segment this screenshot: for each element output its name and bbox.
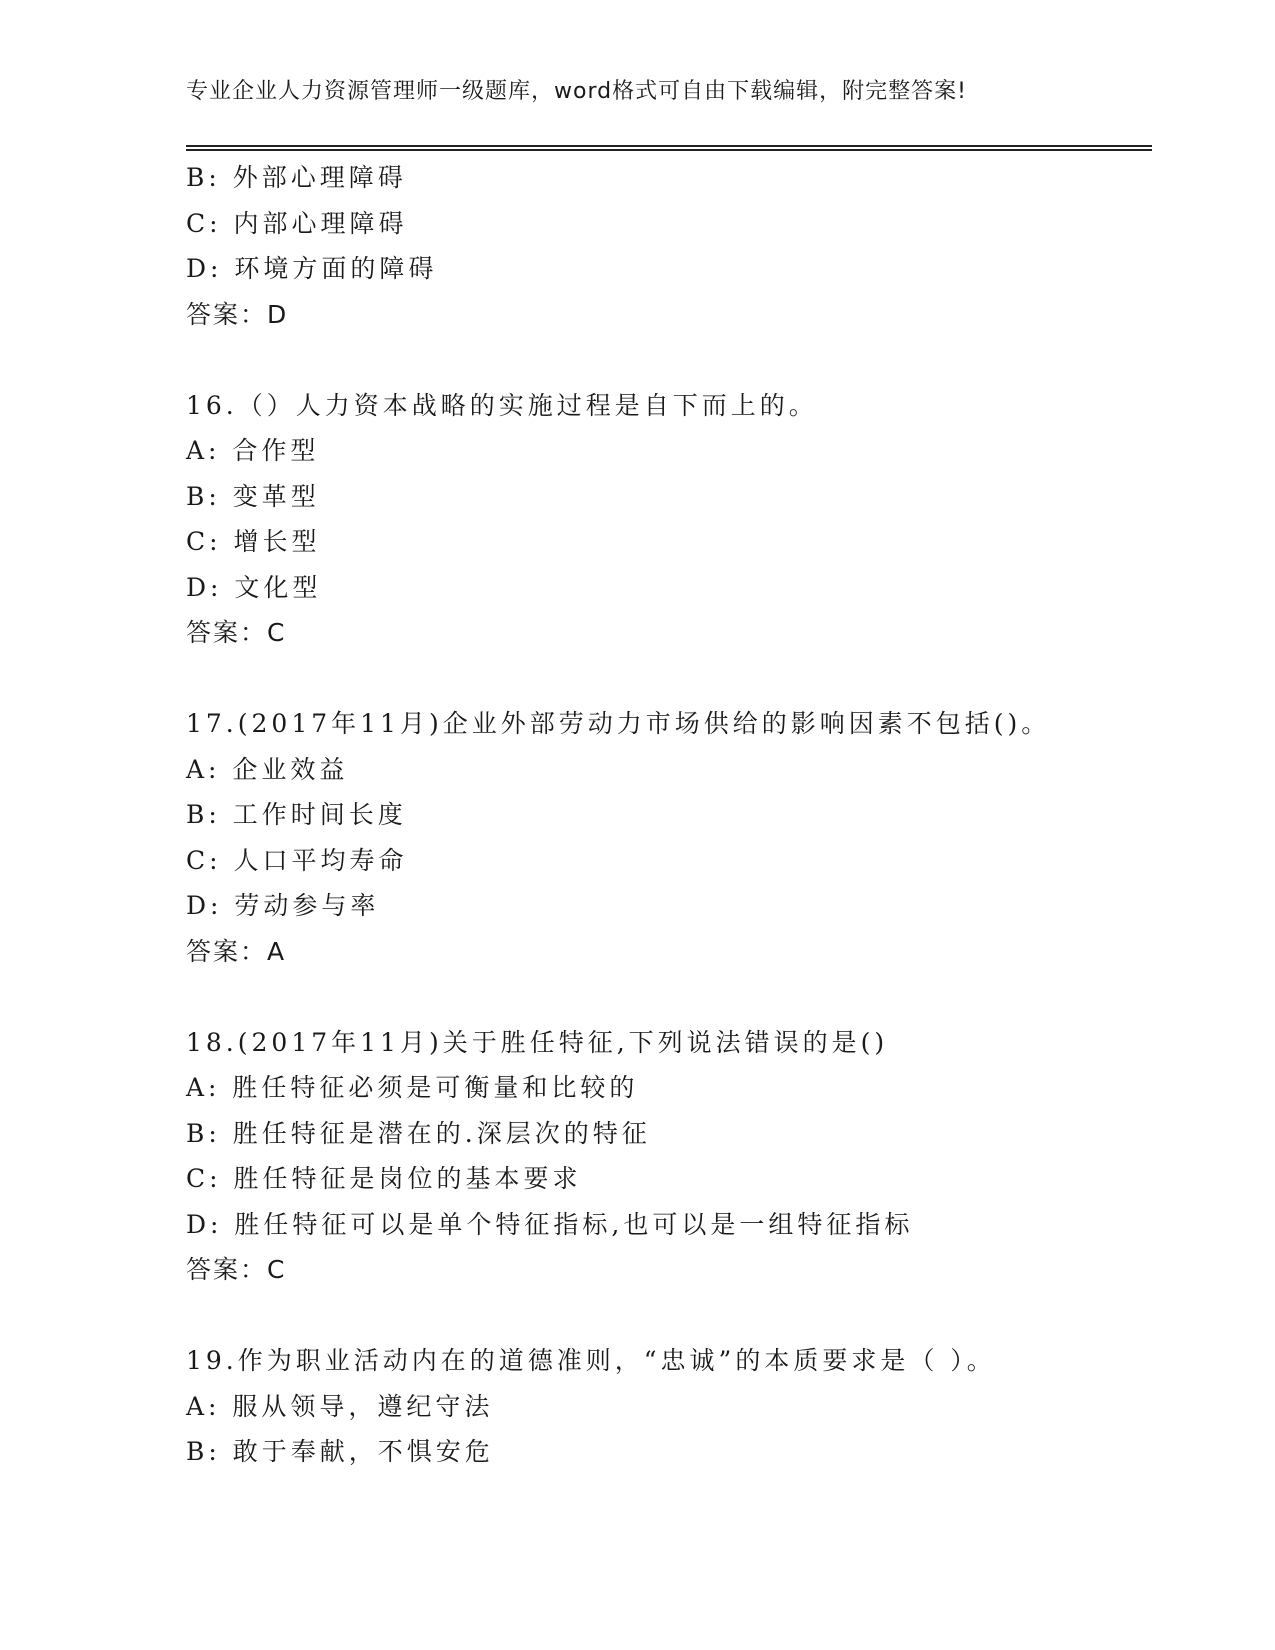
option-d: D: 胜任特征可以是单个特征指标,也可以是一组特征指标 xyxy=(186,1209,914,1239)
page-header: 专业企业人力资源管理师一级题库，word格式可自由下载编辑，附完整答案! xyxy=(186,79,967,104)
question-block xyxy=(186,1020,1152,1293)
option-a: A: 合作型 xyxy=(186,436,320,465)
option-a: A: 企业效益 xyxy=(186,754,349,784)
answer-line: 答案：A xyxy=(186,936,287,966)
option-c: C: 内部心理障碍 xyxy=(186,208,408,238)
option-c: C: 人口平均寿命 xyxy=(186,845,408,875)
option-a: A: 服从领导，遵纪守法 xyxy=(186,1391,494,1421)
option-d: D: 文化型 xyxy=(186,572,322,602)
question-block xyxy=(186,155,1152,337)
option-d: D: 环境方面的障碍 xyxy=(186,254,438,283)
option-b: B: 变革型 xyxy=(186,481,320,511)
question-list xyxy=(186,155,1152,1475)
option-a: A: 胜任特征必须是可衡量和比较的 xyxy=(186,1073,639,1102)
option-c: C: 增长型 xyxy=(186,527,321,556)
question-block xyxy=(186,701,1152,974)
answer-line: 答案：D xyxy=(186,299,289,329)
question-text: 16.（）人力资本战略的实施过程是自下而上的。 xyxy=(186,390,818,420)
option-c: C: 胜任特征是岗位的基本要求 xyxy=(186,1164,582,1193)
option-b: B: 外部心理障碍 xyxy=(186,163,407,192)
option-b: B: 敢于奉献，不惧安危 xyxy=(186,1437,494,1466)
answer-line: 答案：C xyxy=(186,1255,287,1284)
header-divider xyxy=(186,145,1152,151)
option-b: B: 胜任特征是潜在的.深层次的特征 xyxy=(186,1118,651,1148)
question-text: 18.(2017年11月)关于胜任特征,下列说法错误的是() xyxy=(186,1027,889,1057)
option-d: D: 劳动参与率 xyxy=(186,891,380,920)
question-text: 17.(2017年11月)企业外部劳动力市场供给的影响因素不包括()。 xyxy=(186,709,1051,738)
question-block xyxy=(186,1338,1152,1475)
option-b: B: 工作时间长度 xyxy=(186,800,407,829)
answer-line: 答案：C xyxy=(186,618,287,647)
question-text: 19.作为职业活动内在的道德准则，“忠诚”的本质要求是（ ）。 xyxy=(186,1346,996,1375)
question-block xyxy=(186,383,1152,656)
